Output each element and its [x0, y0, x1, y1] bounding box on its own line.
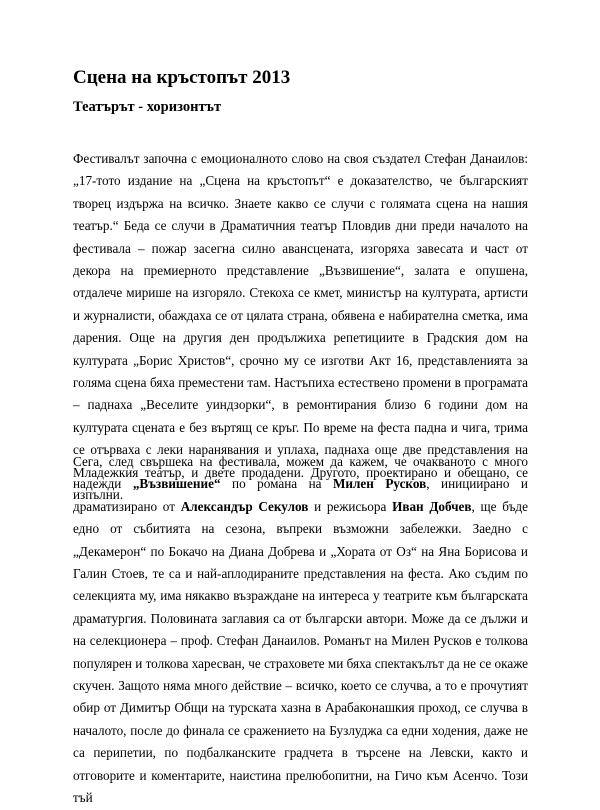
paragraph-festival-opening: Фестивалът започна с емоционалното слово на своя създател Стефан Данаилов: „17-тото издание на „Сцена на кръстопът“ е доказателство, че българският творец издържа на всичко. Знаете какво се случи с голямата сцена на нашия театър.“ Беда се случи в Драматичния театър Пловдив дни преди началото на фестивала – пожар засегна силно авансцената, изгоряха завесата и част от декора на премиерното представление „Възвишение“, залата е опушена, отдалече мирише на изгоряло. Стекоха се кмет, министър на културата, артисти и журналисти, обаждаха се от цялата страна, обявена е набирателна сметка, има дарения. Още на другия ден продължиха репетициите в Градския дом на културата „Борис Христов“, срочно му се изготви Акт 16, представленията за голяма сцена бяха преместени там. Настъпиха естествено промени в програмата – паднаха „Веселите уиндзорки“, в ремонтирания близо 6 години дом на културата сцената е без въртящ се кръг. По време на феста падна и чига, трима се отърваха с леки наранявания и уплаха, паднаха още две представления на Младежкия театър, и двете продадени. Другото, проектирано и обещано, се изпълни. — [73, 151, 528, 503]
text-run: Сега, след свършека на фестивала, можем да кажем, че очакваното с много надежди — [73, 454, 528, 492]
article-title: Сцена на кръстопът 2013 — [73, 67, 291, 88]
paragraph-festival-review — [73, 451, 528, 810]
text-run: и режисьора — [308, 498, 393, 514]
text-run: по романа на — [220, 476, 333, 492]
play-title-vazvishenie: „Възвишение“ — [132, 476, 221, 492]
director-name: Иван Добчев — [392, 498, 472, 514]
text-run: , ще бъде едно от събитията на сезона, въпреки възможни забележки. Заедно с „Декамерон“ по Бокачо на Диана Добрева и „Хората от Оз“ на Яна Борисова и Галин Стоев, те са и най-аплодираните представления на феста. Ако съдим по селекцията му, има някакво възраждане на интереса у театрите към българската драматургия. Половината заглавия са от български автори. Може да се дължи и на селекционера – проф. Стефан Данаилов. Романът на Милен Русков е толкова популярен и толкова харесван, че страховете ми бяха спектакълът да не се окаже скучен. Защото няма много действие – всичко, което се случва, а то е прочутият обир от Димитър Общи на турската хазна в Арабаконашкия проход, се случва в началото, после до финала се сражението на Бузлуджа са едни ходения, даже не са перипетии, по подбалканските градчета в търсене на Левски, както и отговорите и коментарите, наистина прелюбопитни, на Гичо към Асенчо. Този тъй — [73, 498, 528, 806]
text-run: , инициирано и драматизирано от — [73, 476, 528, 514]
dramatist-name: Александър Секулов — [180, 498, 309, 514]
author-name: Милен Русков — [332, 476, 427, 492]
article-subtitle: Театърът - хоризонтът — [73, 99, 222, 115]
